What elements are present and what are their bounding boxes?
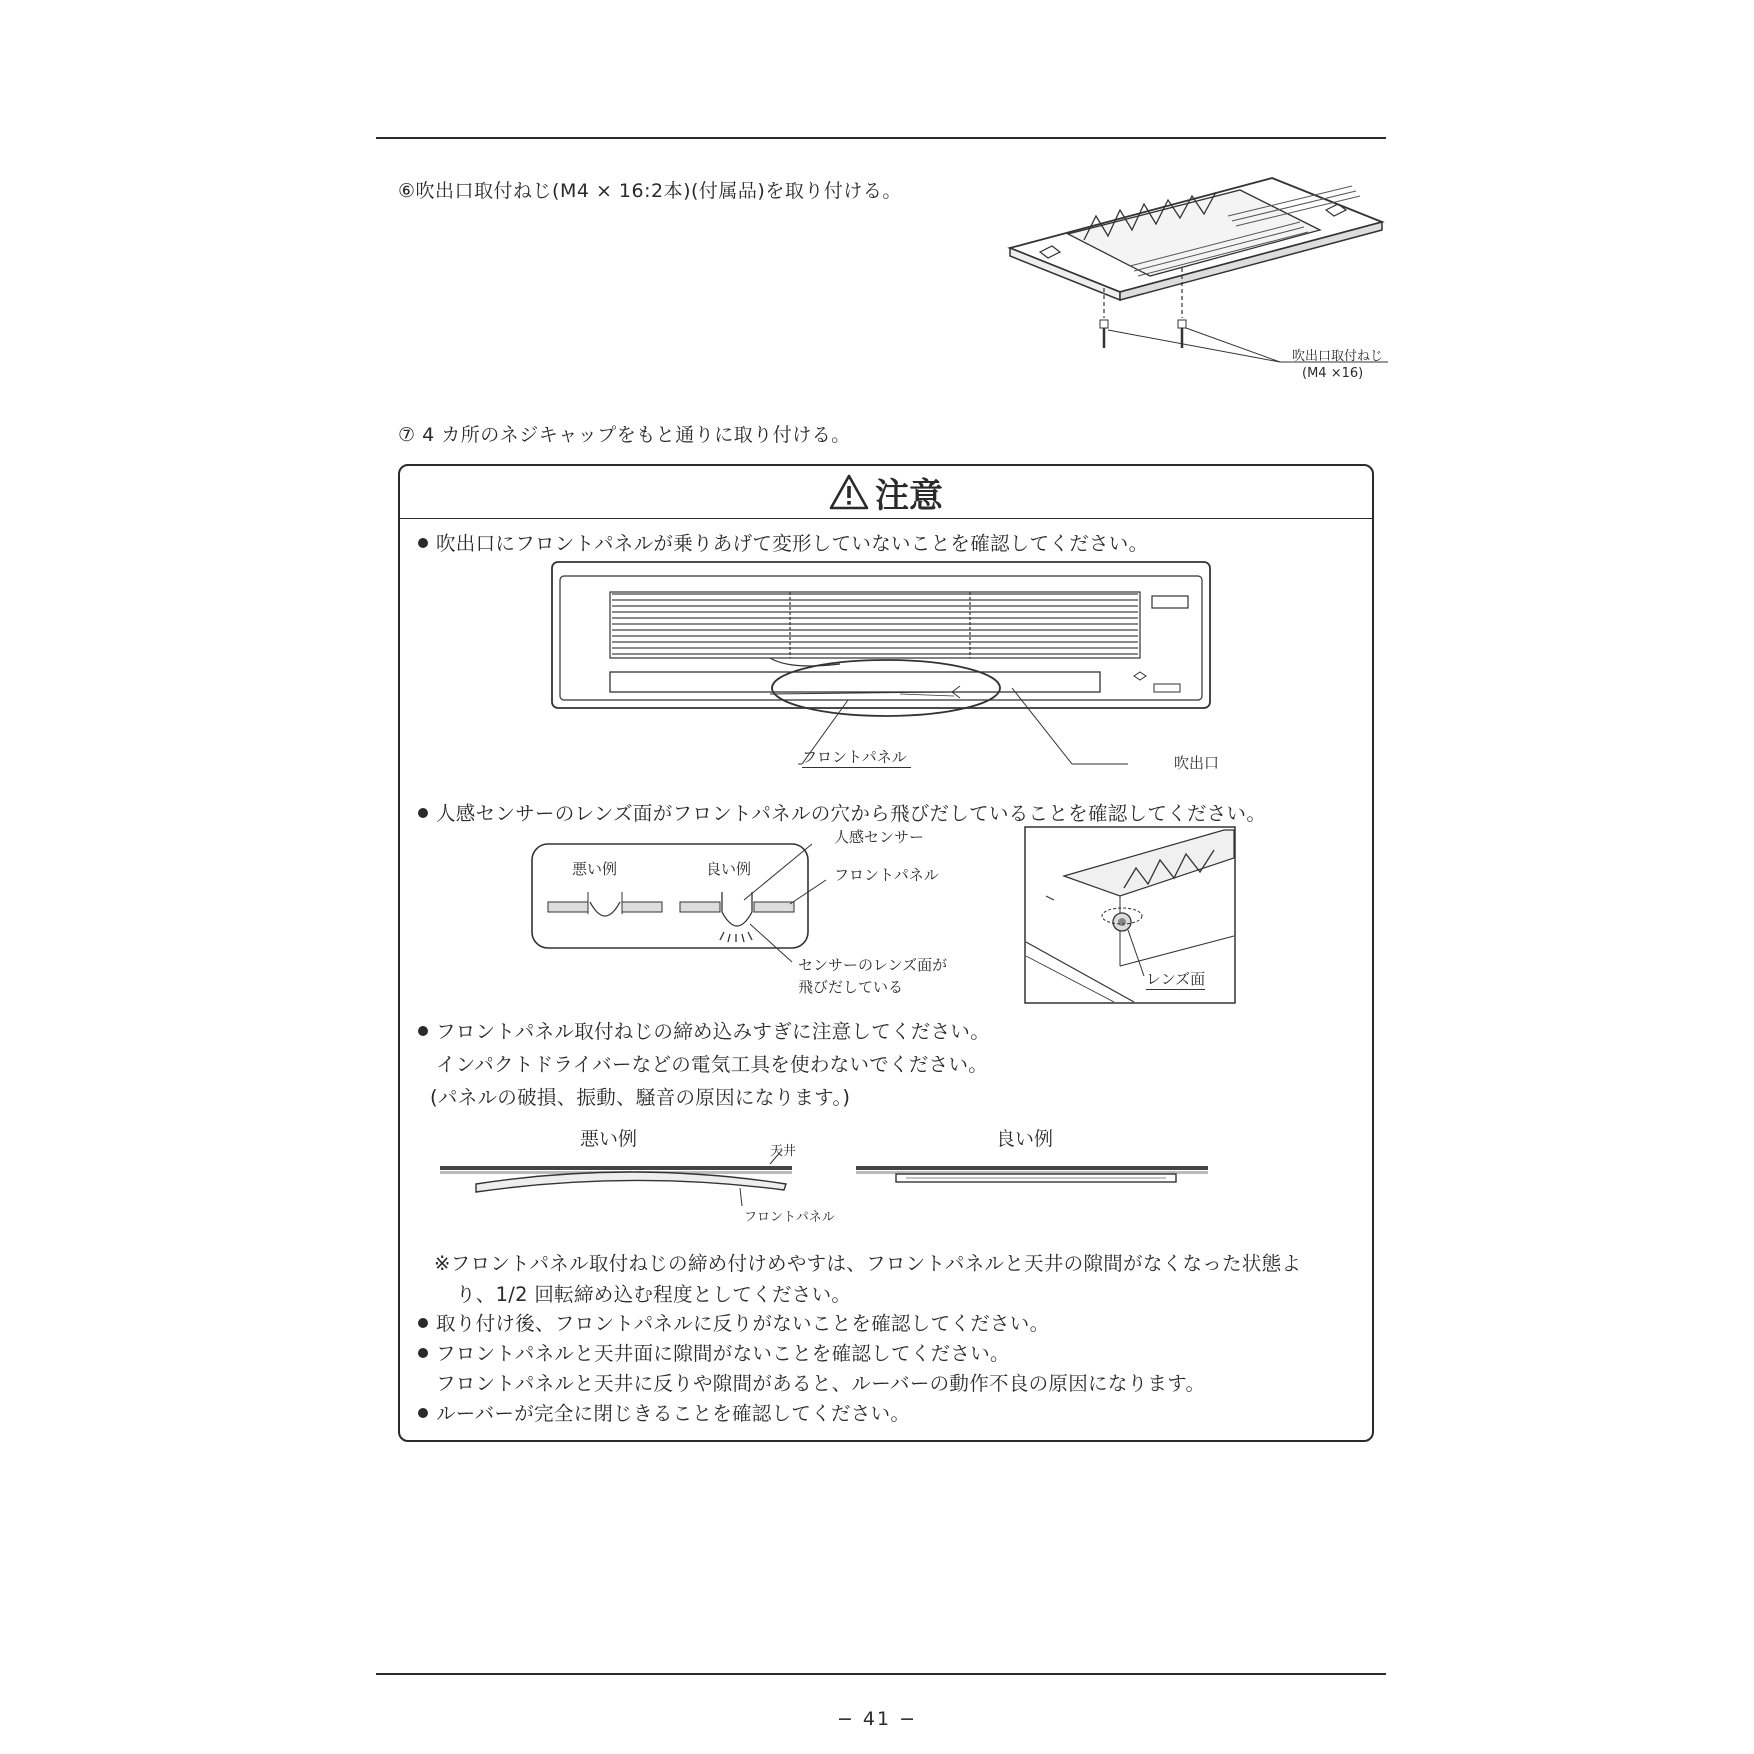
- caution-header: [400, 466, 1372, 519]
- caution-item-3-line3: (パネルの破損、振動、騒音の原因になります。): [430, 1086, 851, 1109]
- caution-item-2: 人感センサーのレンズ面がフロントパネルの穴から飛びだしていることを確認してください。: [418, 798, 1266, 826]
- fig2-sensor-label: 人感センサー: [834, 828, 925, 846]
- caution-note-line2: り、1/2 回転締め込む程度としてください。: [456, 1283, 852, 1306]
- caution-item-3-line2: インパクトドライバーなどの電気工具を使わないでください。: [436, 1053, 989, 1076]
- step6-text: ⑥吹出口取付ねじ(M4 × 16:2本)(付属品)を取り付ける。: [398, 180, 902, 202]
- footer-rule: [376, 1673, 1386, 1675]
- caution-item-1: 吹出口にフロントパネルが乗りあげて変形していないことを確認してください。: [418, 528, 1148, 556]
- fig1-front-panel-label: フロントパネル: [802, 746, 911, 768]
- screw-label-line1: 吹出口取付ねじ: [1292, 349, 1384, 364]
- fig2-lens-label: レンズ面: [1146, 970, 1206, 988]
- fig3-bad-label: 悪い例: [580, 1128, 638, 1150]
- step7-text: ⑦ 4 カ所のネジキャップをもと通りに取り付ける。: [398, 424, 851, 446]
- fig2-note-line2: 飛びだしている: [798, 978, 904, 996]
- fig3-ceiling-label: 天井: [770, 1144, 797, 1159]
- caution-item-6: ルーバーが完全に閉じきることを確認してください。: [418, 1398, 910, 1426]
- fig2-bad-label: 悪い例: [572, 860, 618, 878]
- header-rule: [376, 137, 1386, 139]
- caution-title: 注意: [875, 475, 943, 516]
- fig3-good-label: 良い例: [996, 1128, 1054, 1150]
- page-number: − 41 −: [836, 1708, 918, 1730]
- caution-item-3-line1: フロントパネル取付ねじの締め込みすぎに注意してください。: [418, 1016, 990, 1044]
- caution-item-5-line2: フロントパネルと天井に反りや隙間があると、ルーバーの動作不良の原因になります。: [436, 1372, 1206, 1395]
- warning-icon: [829, 474, 869, 510]
- caution-item-5-line1: フロントパネルと天井面に隙間がないことを確認してください。: [418, 1338, 1010, 1366]
- fig2-good-label: 良い例: [706, 860, 752, 878]
- fig2-front-panel-label: フロントパネル: [834, 866, 939, 884]
- caution-item-4: 取り付け後、フロントパネルに反りがないことを確認してください。: [418, 1308, 1049, 1336]
- screw-label-line2: (M4 ×16): [1302, 366, 1364, 381]
- caution-note-line1: ※フロントパネル取付ねじの締め付けめやすは、フロントパネルと天井の隙間がなくなった状態よ: [434, 1252, 1302, 1275]
- fig2-note-line1: センサーのレンズ面が: [798, 956, 948, 974]
- fig3-front-panel-label: フロントパネル: [744, 1210, 835, 1225]
- fig1-outlet-label: 吹出口: [1174, 754, 1220, 772]
